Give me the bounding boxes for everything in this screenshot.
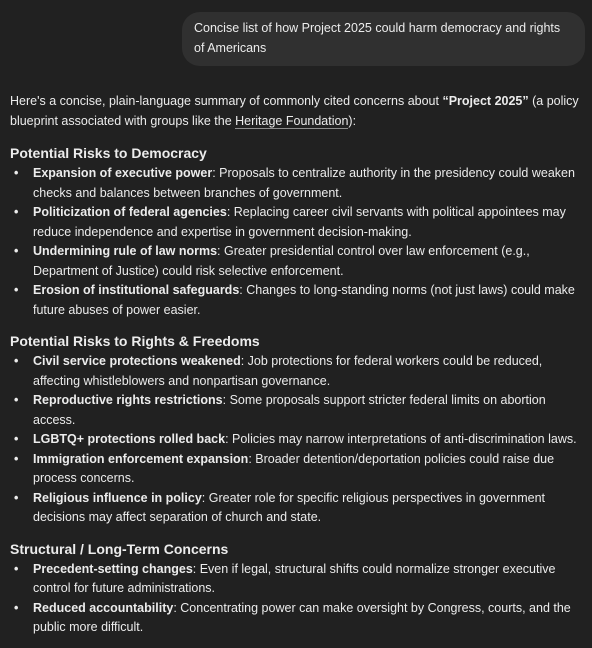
item-text: : Replacing career civil servants with political appointees may reduce independence and expertise in government decision-making. bbox=[33, 205, 566, 239]
section-heading: Potential Risks to Democracy bbox=[10, 145, 207, 161]
section-structural-concerns bbox=[10, 539, 586, 638]
item-text: : Changes to long-standing norms (not just laws) could make future abuses of power easier. bbox=[33, 283, 575, 317]
list-item bbox=[10, 560, 586, 599]
section-heading: Structural / Long-Term Concerns bbox=[10, 540, 229, 557]
list-item bbox=[10, 489, 586, 528]
list-item bbox=[10, 391, 586, 430]
list-item bbox=[10, 599, 586, 638]
item-title: Erosion of institutional safeguards bbox=[33, 283, 240, 297]
section-rights-freedoms bbox=[10, 331, 586, 528]
heritage-foundation-link[interactable]: Heritage Foundation bbox=[235, 113, 349, 128]
section-heading: Potential Risks to Rights & Freedoms bbox=[10, 333, 260, 349]
item-title: Immigration enforcement expansion bbox=[33, 451, 249, 466]
item-title: Religious influence in policy bbox=[33, 490, 202, 505]
item-title: Civil service protections weakened bbox=[33, 354, 241, 368]
section-democracy bbox=[10, 143, 586, 320]
item-title: Precedent-setting changes bbox=[33, 561, 193, 576]
list-item bbox=[10, 203, 586, 242]
item-title: Expansion of executive power bbox=[33, 166, 213, 180]
bullet-icon: • bbox=[14, 283, 19, 297]
bullet-icon: • bbox=[14, 205, 19, 219]
item-text: : Even if legal, structural shifts could normalize stronger executive control for future administrations. bbox=[33, 561, 556, 595]
user-message-text: Concise list of how Project 2025 could harm democracy and rights of Americans bbox=[194, 21, 561, 55]
user-message-bubble bbox=[182, 12, 585, 66]
list-item bbox=[10, 450, 586, 489]
bullet-icon: • bbox=[14, 561, 19, 576]
intro-text-end: ): bbox=[348, 113, 357, 128]
list-item bbox=[10, 352, 586, 391]
item-title: Reproductive rights restrictions bbox=[33, 393, 223, 407]
bullet-icon: • bbox=[14, 600, 19, 615]
item-text: : Greater presidential control over law enforcement (e.g., Department of Justice) could risk selective enforcement. bbox=[33, 244, 530, 278]
bullet-icon: • bbox=[14, 451, 19, 466]
item-title: Reduced accountability bbox=[33, 600, 174, 615]
bullet-list bbox=[10, 352, 586, 528]
item-title: LGBTQ+ protections rolled back bbox=[33, 432, 226, 446]
item-text: : Broader detention/deportation policies could raise due process concerns. bbox=[33, 451, 555, 485]
list-item bbox=[10, 430, 586, 450]
bullet-icon: • bbox=[14, 244, 19, 258]
intro-text-start: Here's a concise, plain-language summary of commonly cited concerns about bbox=[10, 94, 443, 108]
list-item bbox=[10, 242, 586, 281]
item-text: : Proposals to centralize authority in the presidency could weaken checks and balances between branches of government. bbox=[33, 166, 575, 200]
bullet-icon: • bbox=[14, 393, 19, 407]
bullet-icon: • bbox=[14, 166, 19, 180]
bullet-icon: • bbox=[14, 354, 19, 368]
bullet-icon: • bbox=[14, 432, 19, 446]
item-title: Politicization of federal agencies bbox=[33, 205, 227, 219]
intro-text-middle: (a policy blueprint associated with groups like the bbox=[10, 94, 579, 128]
item-text: : Concentrating power can make oversight by Congress, courts, and the public more difficult. bbox=[33, 600, 571, 634]
item-text: : Policies may narrow interpretations of anti-discrimination laws. bbox=[225, 432, 577, 446]
bullet-icon: • bbox=[14, 490, 19, 505]
item-title: Undermining rule of law norms bbox=[33, 244, 218, 258]
bullet-list bbox=[10, 164, 586, 320]
list-item bbox=[10, 281, 586, 320]
bullet-list bbox=[10, 560, 586, 638]
list-item bbox=[10, 164, 586, 203]
intro-paragraph bbox=[10, 92, 586, 131]
item-text: : Some proposals support stricter federal limits on abortion access. bbox=[33, 393, 546, 427]
intro-bold-term: “Project 2025” bbox=[442, 94, 529, 108]
item-text: : Greater role for specific religious perspectives in government decisions may affect separation of church and state. bbox=[33, 490, 545, 524]
assistant-response bbox=[10, 92, 586, 638]
item-text: : Job protections for federal workers could be reduced, affecting whistleblowers and nonpartisan governance. bbox=[33, 354, 543, 388]
